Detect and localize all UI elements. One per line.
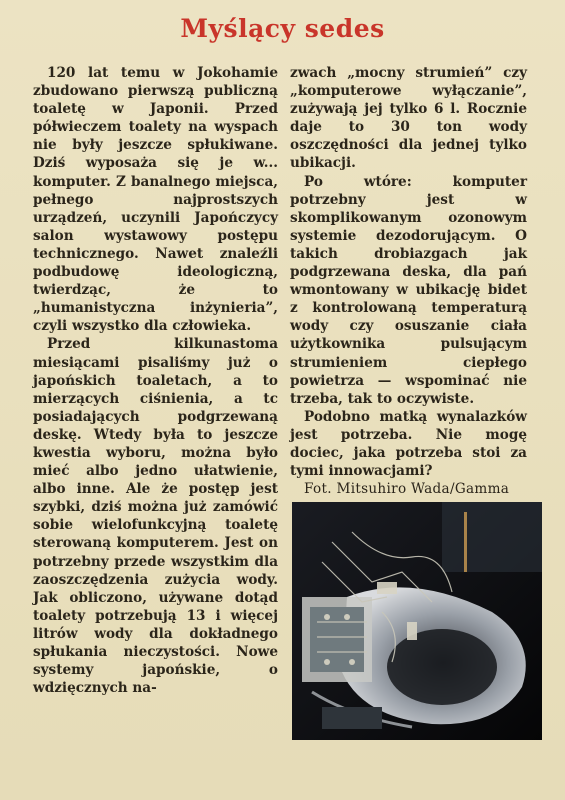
- paragraph-4: Podobno matką wynalazków jest potrzeba. Nie mogę dociec, jaka potrzeba stoi za tymi innowacjami?: [290, 408, 527, 480]
- left-column: [33, 64, 278, 697]
- toilet-photo: [292, 502, 542, 740]
- photo-credit: Fot. Mitsuhiro Wada/Gamma: [304, 481, 510, 498]
- article-title: Myślący sedes: [180, 14, 385, 43]
- right-column: [290, 64, 527, 498]
- paragraph-2-continued: zwach „mocny strumień” czy „komputerowe wyłączanie”, zużywają jej tylko 6 l. Rocznie daje to 30 ton wody oszczędności dla jednej tylko ubikacji.: [290, 65, 527, 172]
- paragraph-3: Po wtóre: komputer potrzebny jest w skomplikowanym ozonowym systemie dezodorującym. O takich drobiazgach jak podgrzewana deska, dla pań wmontowany w ubikację bidet z kontrolowaną temperaturą wody czy osuszanie ciała użytkownika pulsującym strumieniem ciepłego powietrza — wspominać nie trzeba, tak to oczywiste.: [290, 173, 527, 407]
- paragraph-1: 120 lat temu w Jokohamie zbudowano pierwszą publiczną toaletę w Japonii. Przed półwieczem toalety na wyspach nie były jeszcze spłukiwane. Dziś wyposaża się je w... komputer. Z banalnego miejsca, pełnego najprostszych urządzeń, uczynili Japończycy salon wystawowy postępu technicznego. Nawet znaleźli podbudowę ideologiczną, twierdząc, że to „humanistyczna inżynieria”, czyli wszystko dla człowieka.: [33, 65, 278, 335]
- paragraph-2: Przed kilkunastoma miesiącami pisaliśmy już o japońskich toaletach, a to mierzących ciśnienia, a tc posiadających podgrzewaną deskę. Wtedy była to jeszcze kwestia wyboru, można było mieć albo jedno ułatwienie, albo inne. Ale że postęp jest szybki, dziś można już zamówić sobie wielofunkcyjną toaletę sterowaną komputerem. Jest on potrzebny przede wszystkim dla zaoszczędzenia zużycia wody. Jak obliczono, używane dotąd toalety potrzebują 13 i więcej litrów wody dla dokładnego spłukania nieczystości. Nowe systemy japońskie, o wdzięcznych na-: [33, 336, 278, 697]
- toilet-photo-illustration: [292, 502, 542, 740]
